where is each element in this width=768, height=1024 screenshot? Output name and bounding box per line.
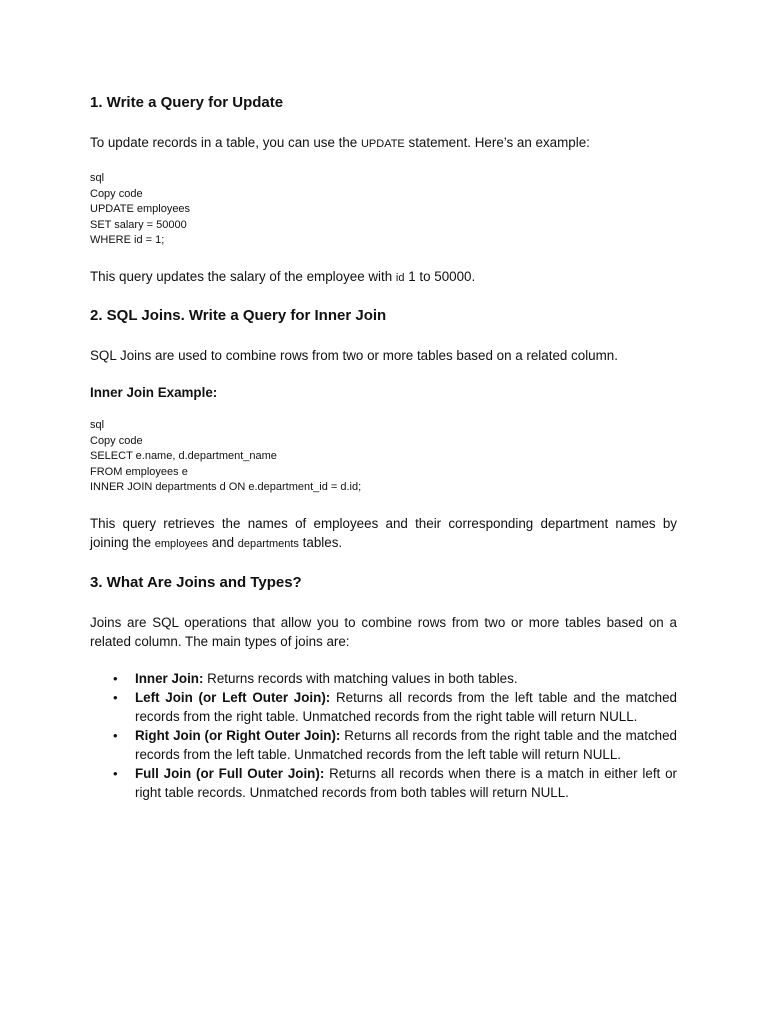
bullet-icon: • [113, 765, 118, 781]
intro-line-1: Joins are SQL operations that allow you to combine rows from two or more tables based on a [90, 614, 677, 630]
code-line: sql [90, 418, 105, 431]
intro-line-2: related column. The main types of joins are: [90, 633, 350, 649]
section-1-heading: 1. Write a Query for Update [90, 94, 284, 111]
code-line: sql [90, 172, 105, 184]
section-2-code-block [90, 418, 677, 496]
section-1-code-block [90, 171, 677, 249]
copy-code-label: Copy code [90, 434, 143, 447]
list-item: • Full Join (or Full Outer Join): Returns all records when there is a match in either left or right table records. Unmatched records from both tables will return NULL. [113, 765, 677, 800]
code-line: SELECT e.name, d.department_name [90, 450, 277, 463]
document-content [90, 92, 677, 802]
section-2-heading: 2. SQL Joins. Write a Query for Inner Join [90, 306, 387, 324]
section-2-intro: SQL Joins are used to combine rows from two or more tables based on a related column. [90, 347, 618, 363]
inner-join-subheading: Inner Join Example: [90, 384, 218, 400]
code-line: FROM employees e [90, 465, 188, 478]
section-1-explanation: This query updates the salary of the employee with id 1 to 50000. [90, 268, 476, 284]
join-term: Left Join (or Left Outer Join): [135, 689, 331, 705]
bullet-icon: • [113, 689, 118, 705]
section-2-explanation [90, 514, 677, 554]
join-term: Full Join (or Full Outer Join): [135, 765, 325, 781]
code-line: SET salary = 50000 [90, 218, 187, 231]
list-item: • Left Join (or Left Outer Join): Returns all records from the left table and the matched records from the right table. Unmatched records from the right table will return NULL. [113, 689, 677, 724]
list-item: • Inner Join: Returns records with matching values in both tables. [113, 670, 518, 686]
list-item: • Right Join (or Right Outer Join): Returns all records from the right table and the matched records from the left table. Unmatched records from the left table will return NULL. [113, 727, 677, 762]
code-line: UPDATE employees [90, 203, 191, 216]
bullet-icon: • [113, 670, 118, 686]
explanation-line-2: joining the employees and departments tables. [90, 534, 343, 550]
bullet-icon: • [113, 727, 118, 743]
join-term: Inner Join: [135, 670, 204, 686]
code-line: WHERE id = 1; [90, 234, 165, 247]
section-3-intro [90, 613, 677, 651]
join-term: Right Join (or Right Outer Join): [135, 727, 341, 743]
copy-code-label: Copy code [90, 187, 143, 200]
section-3-heading: 3. What Are Joins and Types? [90, 573, 302, 591]
section-1-intro: To update records in a table, you can use the UPDATE statement. Here’s an example: [90, 135, 590, 150]
join-types-list [90, 669, 677, 802]
code-line: INNER JOIN departments d ON e.department_id = d.id; [90, 481, 362, 494]
explanation-line-1: This query retrieves the names of employees and their corresponding department names by [90, 515, 677, 531]
